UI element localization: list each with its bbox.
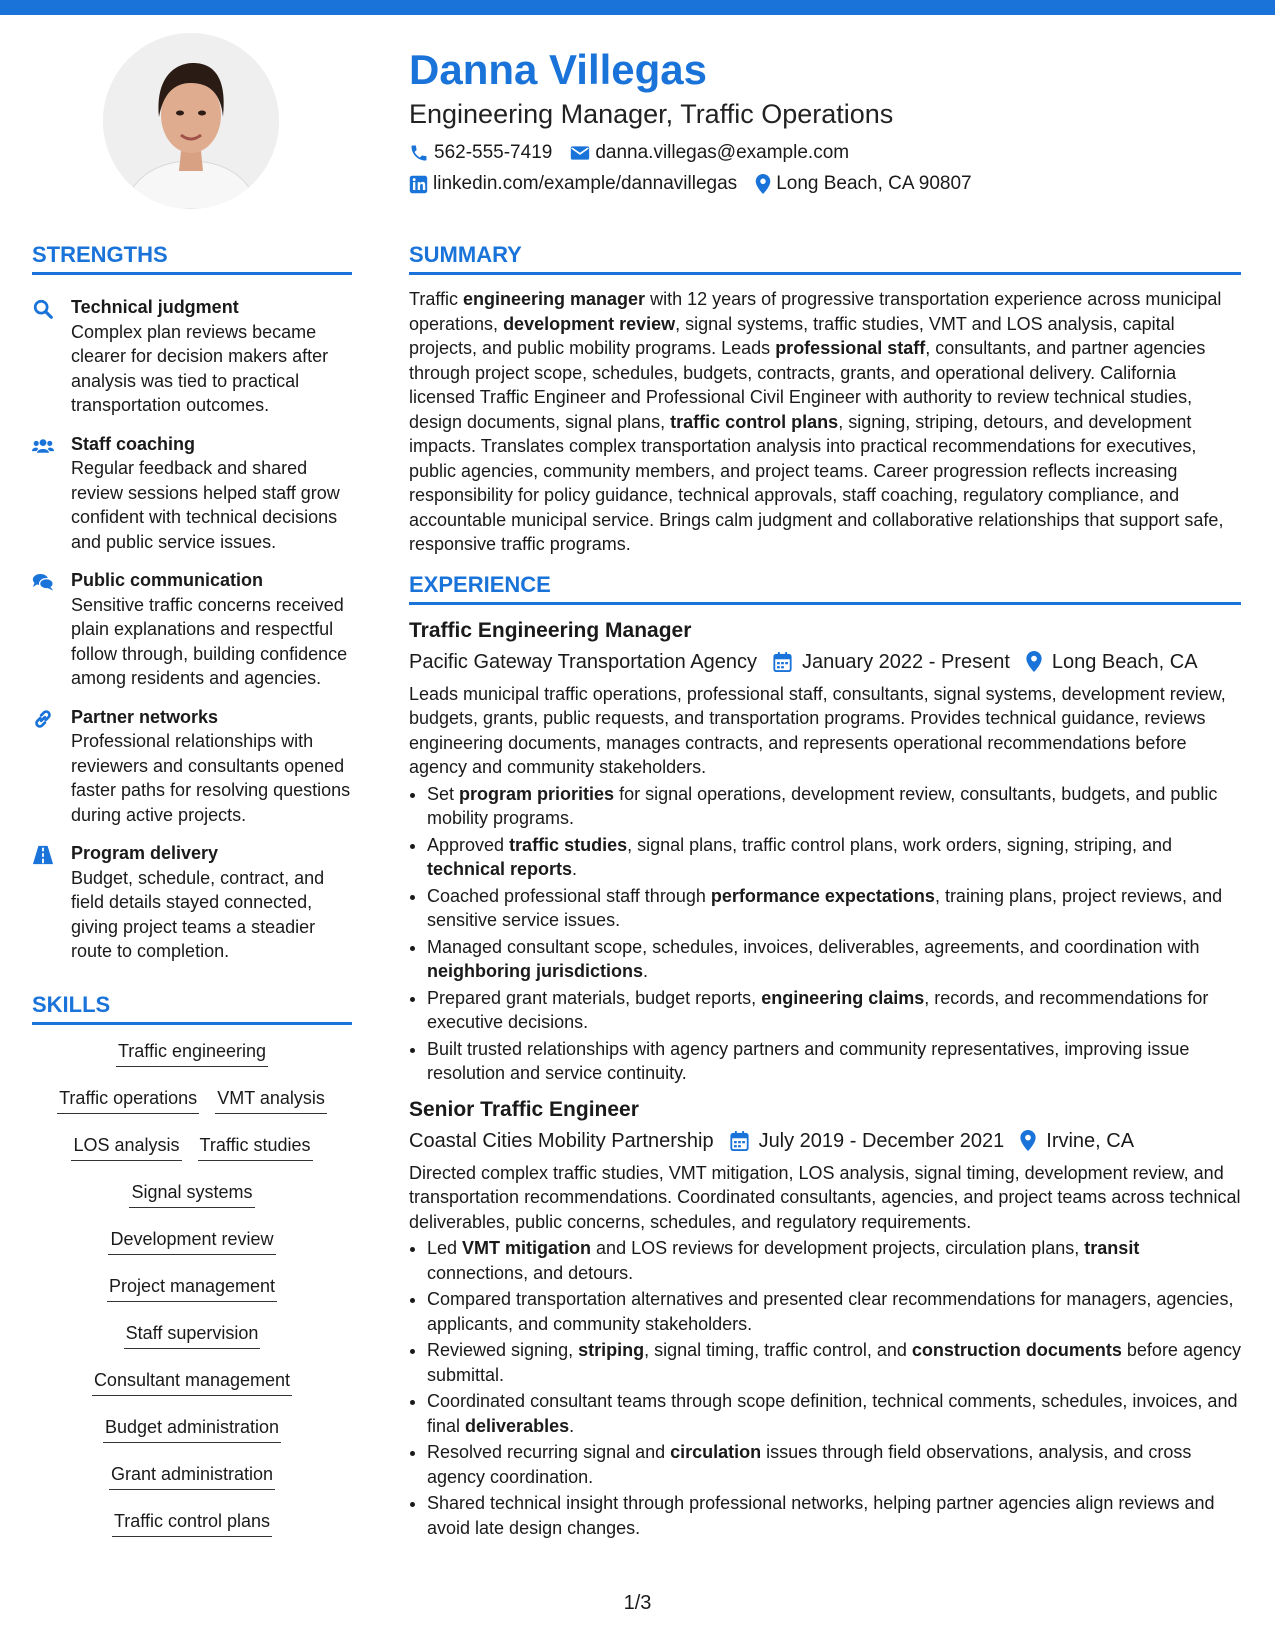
strength-title: Program delivery bbox=[71, 843, 219, 863]
strength-text: Professional relationships with reviewers and consultants opened faster paths for resolving questions during active projects. bbox=[71, 731, 351, 825]
job-dates: January 2022 - Present bbox=[801, 650, 1010, 673]
bullet-item bbox=[427, 1037, 1241, 1086]
emphasis-text: traffic studies bbox=[509, 834, 628, 855]
job-entry bbox=[409, 617, 1241, 1086]
skill-tag: Budget administration bbox=[103, 1415, 281, 1443]
company-name: Coastal Cities Mobility Partnership bbox=[409, 1129, 714, 1152]
text-run: connections, and detours. bbox=[427, 1262, 634, 1283]
emphasis-text: traffic control plans bbox=[670, 411, 839, 432]
job-bullets bbox=[409, 1236, 1241, 1540]
skill-tag: LOS analysis bbox=[71, 1133, 181, 1161]
text-run: Led bbox=[427, 1238, 463, 1258]
summary-heading: SUMMARY bbox=[409, 240, 1241, 275]
text-run: Resolved recurring signal and bbox=[427, 1442, 671, 1462]
text-run: Shared technical insight through professional networks, helping partner agencies align reviews and avoid late design changes. bbox=[427, 1493, 1215, 1538]
job-description: Directed complex traffic studies, VMT mitigation, LOS analysis, signal timing, development review, and transportation recommendations. Coordinated consultants, agencies, and project teams across technical deliverables, public concerns, schedules, and regulatory requirements. bbox=[409, 1162, 1241, 1232]
strength-text: Budget, schedule, contract, and field details stayed connected, giving project teams a steadier route to completion. bbox=[71, 867, 325, 961]
company-item bbox=[409, 648, 757, 676]
bullet-item bbox=[427, 1389, 1241, 1438]
company-name: Pacific Gateway Transportation Agency bbox=[409, 650, 757, 673]
resume-header bbox=[409, 42, 1249, 196]
emphasis-text: deliverables bbox=[465, 1415, 570, 1436]
text-run: , signal systems, traffic studies, VMT and LOS analysis, capital projects, and public mobility programs. Leads bbox=[409, 313, 1175, 358]
skill-tag: Staff supervision bbox=[124, 1321, 261, 1349]
emphasis-text: striping bbox=[578, 1340, 645, 1360]
dates-item bbox=[730, 1127, 1005, 1155]
link-icon bbox=[32, 708, 54, 730]
text-run: Coached professional staff through bbox=[427, 885, 711, 906]
right-column bbox=[409, 240, 1241, 1550]
strength-text: Complex plan reviews became clearer for decision makers after analysis was tied to practical transportation outcomes. bbox=[71, 321, 329, 415]
text-run: before agency submittal. bbox=[427, 1340, 1241, 1385]
candidate-name: Danna Villegas bbox=[409, 46, 708, 93]
emphasis-text: technical reports bbox=[427, 859, 573, 879]
location-text: Long Beach, CA 90807 bbox=[776, 173, 972, 194]
job-location: Long Beach, CA bbox=[1051, 650, 1198, 673]
text-run: . bbox=[643, 961, 649, 981]
strength-item bbox=[32, 432, 352, 555]
experience-heading: EXPERIENCE bbox=[409, 570, 1241, 605]
skill-tag: Grant administration bbox=[109, 1462, 275, 1490]
emphasis-text: development review bbox=[503, 313, 676, 334]
bullet-item bbox=[427, 1287, 1241, 1336]
profile-photo bbox=[103, 33, 279, 209]
search-icon bbox=[32, 298, 54, 320]
bullet-item bbox=[427, 1491, 1241, 1540]
text-run: Built trusted relationships with agency partners and community representatives, improving issue resolution and service continuity. bbox=[427, 1038, 1190, 1083]
phone-item bbox=[409, 141, 552, 165]
text-run: , consultants, and partner agencies through project scope, schedules, budgets, contracts, grants, and operational delivery. California licensed Traffic Engineer and Professional Civil Engineer with authority to review technical studies, design documents, signal plans, bbox=[409, 338, 1206, 432]
phone-text: 562-555-7419 bbox=[434, 142, 553, 163]
contact-row-1 bbox=[409, 141, 1249, 165]
bullet-item bbox=[427, 935, 1241, 984]
emphasis-text: VMT mitigation bbox=[462, 1238, 592, 1258]
strength-item bbox=[32, 568, 352, 691]
text-run: Reviewed signing, bbox=[427, 1340, 579, 1360]
strength-text: Sensitive traffic concerns received plain explanations and respectful follow through, building confidence among residents and agencies. bbox=[71, 594, 348, 688]
road-icon bbox=[32, 844, 54, 866]
linkedin-item[interactable] bbox=[409, 172, 737, 196]
strength-item bbox=[32, 295, 352, 418]
job-meta bbox=[409, 648, 1241, 676]
skill-tag: Traffic engineering bbox=[116, 1039, 268, 1067]
job-description: Leads municipal traffic operations, professional staff, consultants, signal systems, development review, budgets, grants, public requests, and transportation programs. Provides technical guidance, reviews engineering documents, manages contracts, and represents operational recommendations before agency and community stakeholders. bbox=[409, 683, 1226, 777]
text-run: Approved bbox=[427, 834, 510, 855]
job-meta bbox=[409, 1127, 1241, 1155]
skill-tag: Development review bbox=[108, 1227, 275, 1255]
email-item[interactable] bbox=[570, 141, 849, 165]
dates-item bbox=[773, 648, 1010, 676]
linkedin-link[interactable]: linkedin.com/example/dannavillegas bbox=[433, 173, 738, 194]
job-entry bbox=[409, 1096, 1241, 1541]
calendar-icon bbox=[773, 652, 792, 672]
page-number: 1/3 bbox=[623, 1592, 652, 1614]
text-run: Traffic bbox=[409, 289, 464, 309]
linkedin-icon bbox=[409, 175, 428, 194]
skill-tag: VMT analysis bbox=[215, 1086, 327, 1114]
summary-text bbox=[409, 287, 1241, 557]
job-dates: July 2019 - December 2021 bbox=[758, 1129, 1005, 1152]
emphasis-text: professional staff bbox=[775, 338, 926, 358]
job-location-item bbox=[1026, 648, 1198, 676]
bullet-item bbox=[427, 833, 1241, 882]
skills-list bbox=[32, 1039, 352, 1556]
emphasis-text: neighboring jurisdictions bbox=[427, 961, 643, 981]
bullet-item bbox=[427, 884, 1241, 933]
top-accent-bar bbox=[0, 0, 1275, 15]
job-location: Irvine, CA bbox=[1046, 1129, 1135, 1152]
skill-tag: Consultant management bbox=[92, 1368, 292, 1396]
strength-text: Regular feedback and shared review sessions helped staff grow confident with technical decisions and public service issues. bbox=[71, 458, 340, 552]
skill-tag: Traffic operations bbox=[57, 1086, 199, 1114]
skill-tag: Signal systems bbox=[129, 1180, 254, 1208]
skill-tag: Project management bbox=[107, 1274, 277, 1302]
map-pin-icon bbox=[1026, 651, 1042, 672]
text-run: Coordinated consultant teams through scope definition, technical comments, schedules, invoices, and final bbox=[427, 1391, 1238, 1436]
emphasis-text: engineering manager bbox=[463, 289, 646, 309]
envelope-icon bbox=[570, 144, 590, 162]
text-run: Managed consultant scope, schedules, invoices, deliverables, agreements, and coordination with bbox=[427, 936, 1200, 957]
job-title: Traffic Engineering Manager bbox=[409, 618, 692, 642]
map-pin-icon bbox=[1020, 1130, 1036, 1151]
text-run: for signal operations, development review, consultants, budgets, and public mobility programs. bbox=[427, 783, 1218, 828]
text-run: . bbox=[572, 859, 578, 879]
company-item bbox=[409, 1127, 714, 1155]
emphasis-text: circulation bbox=[670, 1442, 762, 1462]
candidate-title: Engineering Manager, Traffic Operations bbox=[409, 99, 894, 129]
strength-title: Partner networks bbox=[71, 706, 219, 727]
emphasis-text: engineering claims bbox=[761, 987, 925, 1008]
strength-title: Technical judgment bbox=[71, 297, 239, 317]
skill-tag: Traffic studies bbox=[198, 1133, 313, 1161]
text-run: . bbox=[569, 1415, 575, 1436]
text-run: Prepared grant materials, budget reports, bbox=[427, 987, 762, 1008]
bullet-item bbox=[427, 1338, 1241, 1387]
text-run: , signal plans, traffic control plans, work orders, signing, striping, and bbox=[627, 834, 1173, 855]
calendar-icon bbox=[730, 1131, 749, 1151]
text-run: Set bbox=[427, 783, 460, 804]
strength-title: Public communication bbox=[71, 570, 264, 590]
users-icon bbox=[32, 435, 54, 457]
strengths-heading: STRENGTHS bbox=[32, 240, 352, 275]
strength-item bbox=[32, 705, 352, 828]
bullet-item bbox=[427, 1236, 1241, 1285]
bullet-item bbox=[427, 782, 1241, 831]
portrait-illustration bbox=[103, 33, 279, 209]
emphasis-text: transit bbox=[1084, 1238, 1140, 1258]
emphasis-text: program priorities bbox=[459, 783, 615, 804]
bullet-item bbox=[427, 1440, 1241, 1489]
strength-item bbox=[32, 841, 352, 964]
comments-icon bbox=[32, 571, 54, 593]
text-run: , signing, striping, detours, and development impacts. Translates complex transportation analysis into practical recommendations for executives, public agencies, community members, and project teams. Career progression reflects increasing responsibility for policy guidance, technical approvals, staff coaching, regulatory compliance, and accountable municipal service. Brings calm judgment and collaborative relationships that support safe, responsive traffic programs. bbox=[409, 411, 1224, 554]
skill-tag: Traffic control plans bbox=[112, 1509, 272, 1537]
strength-title: Staff coaching bbox=[71, 433, 196, 454]
emphasis-text: performance expectations bbox=[710, 885, 935, 906]
contact-row-2 bbox=[409, 172, 1249, 196]
text-run: , signal timing, traffic control, and bbox=[644, 1340, 912, 1360]
job-title: Senior Traffic Engineer bbox=[409, 1097, 639, 1121]
text-run: , records, and recommendations for executive decisions. bbox=[427, 987, 1209, 1032]
skills-heading: SKILLS bbox=[32, 990, 352, 1025]
text-run: issues through field observations, analysis, and cross agency coordination. bbox=[427, 1442, 1192, 1487]
text-run: , training plans, project reviews, and sensitive service issues. bbox=[427, 885, 1223, 930]
text-run: and LOS reviews for development projects, circulation plans, bbox=[591, 1238, 1085, 1258]
emphasis-text: construction documents bbox=[911, 1340, 1122, 1360]
job-bullets bbox=[409, 782, 1241, 1086]
text-run: Compared transportation alternatives and presented clear recommendations for managers, agencies, applicants, and community stakeholders. bbox=[427, 1289, 1234, 1334]
left-column bbox=[32, 240, 352, 1556]
map-pin-icon bbox=[755, 174, 771, 194]
email-link[interactable]: danna.villegas@example.com bbox=[595, 142, 850, 163]
bullet-item bbox=[427, 986, 1241, 1035]
location-item bbox=[755, 172, 971, 196]
phone-icon bbox=[409, 143, 429, 163]
text-run: with 12 years of progressive transportation experience across municipal operations, bbox=[409, 289, 1222, 334]
job-location-item bbox=[1020, 1127, 1134, 1155]
